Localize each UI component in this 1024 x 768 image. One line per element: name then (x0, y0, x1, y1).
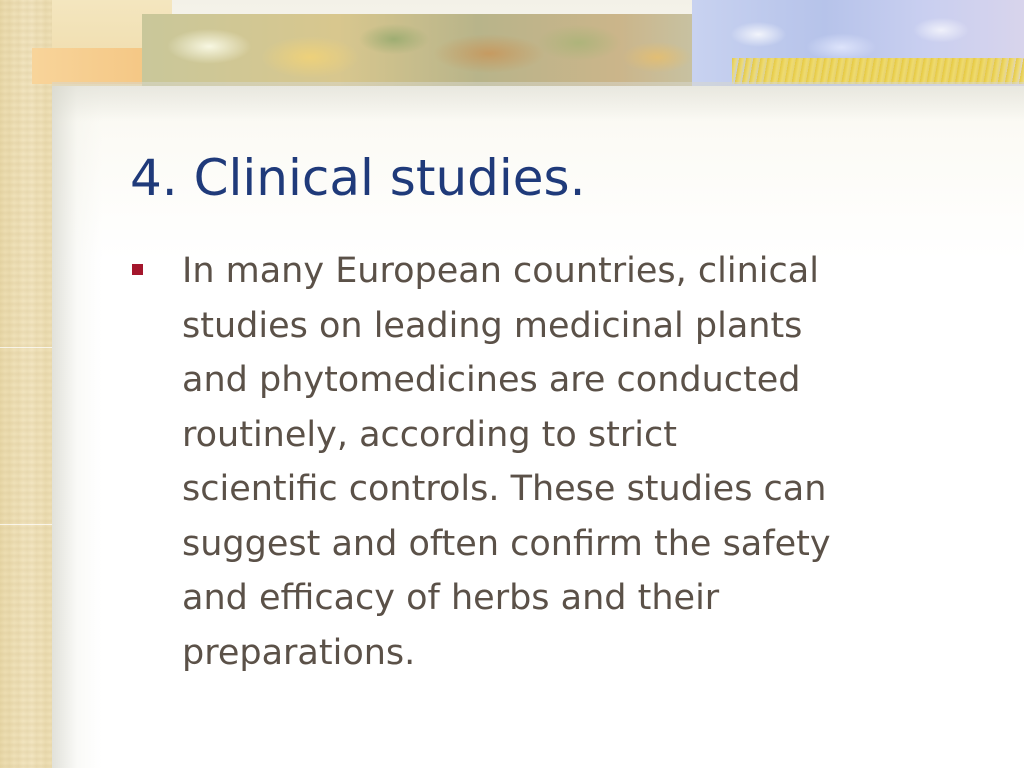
bullet-line: suggest and often confirm the safety (182, 523, 831, 564)
strip-seam (0, 347, 52, 348)
bullet-item (132, 244, 992, 680)
bullet-text (182, 244, 992, 680)
slide-title: 4. Clinical studies. (130, 149, 586, 207)
square-bullet-icon (132, 264, 143, 275)
strip-seam (0, 524, 52, 525)
bullet-line: preparations. (182, 632, 416, 673)
band-leaves-image (142, 14, 702, 86)
bullet-list (132, 244, 992, 680)
bullet-line: and efficacy of herbs and their (182, 578, 720, 618)
left-parchment-strip (0, 0, 52, 768)
bullet-line: and phytomedicines are conducted (182, 360, 801, 400)
bullet-line: studies on leading medicinal plants (182, 305, 803, 346)
decorative-header-band (52, 0, 1024, 86)
band-shadow-fade (52, 82, 1024, 122)
bullet-line: routinely, according to strict (182, 414, 677, 455)
bullet-line: In many European countries, clinical (182, 251, 819, 291)
band-gold-strip (732, 58, 1024, 84)
bullet-line: scientific controls. These studies can (182, 469, 827, 509)
